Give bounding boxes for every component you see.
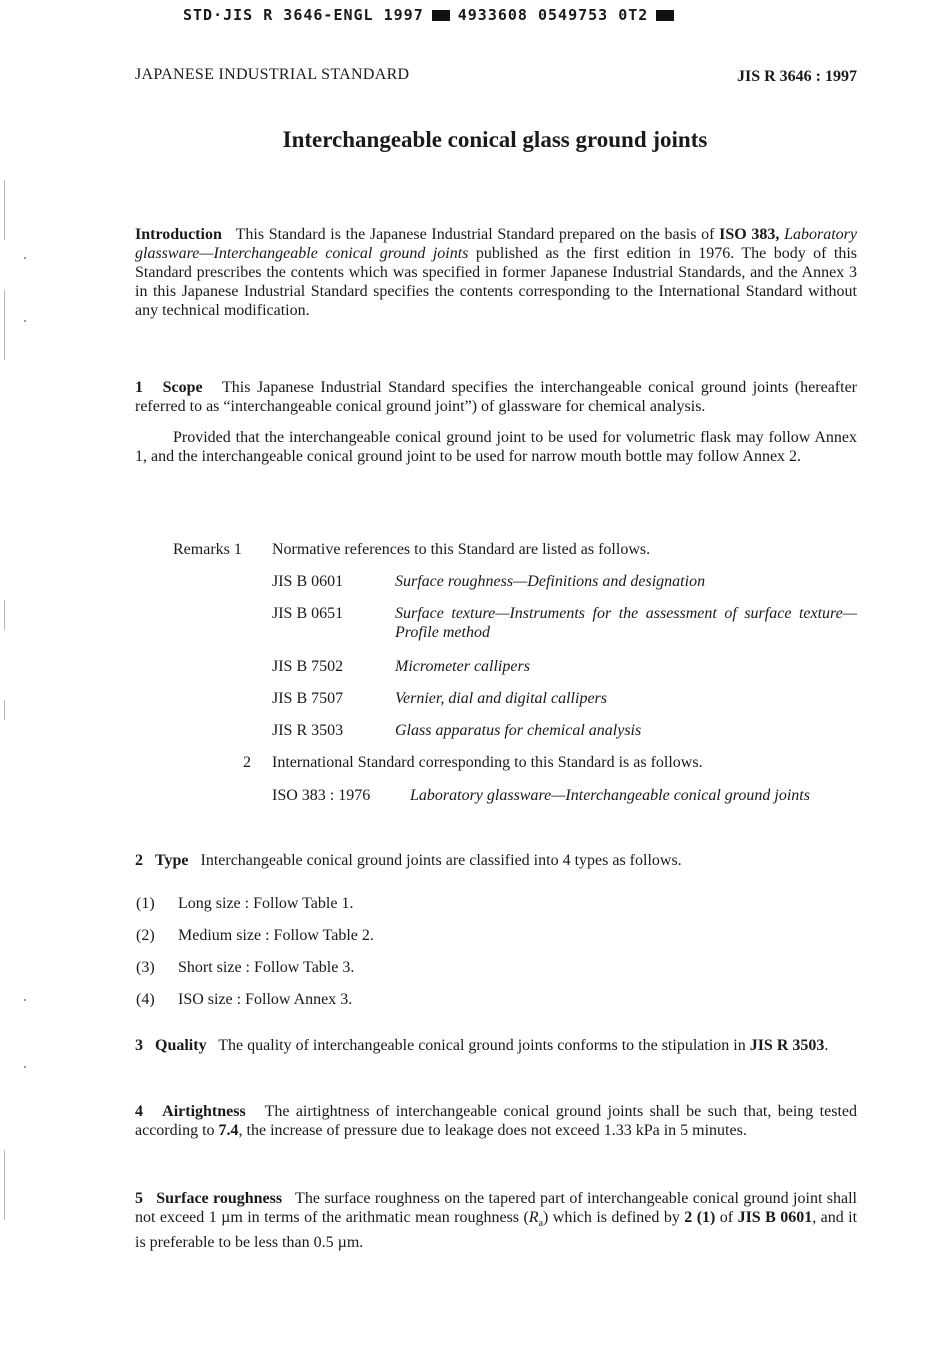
surface-heading: Surface roughness	[156, 1190, 283, 1207]
list-item-text: Long size : Follow Table 1.	[178, 895, 354, 912]
surface-text-4: , and it is preferable to be less than 0.5 µm.	[135, 1209, 858, 1252]
list-item-text: Medium size : Follow Table 2.	[178, 927, 374, 944]
airtightness-section	[135, 1102, 857, 1140]
scan-dot	[24, 257, 26, 259]
surface-number: 5	[135, 1190, 143, 1207]
introduction-text-1: This Standard is the Japanese Industrial Standard prepared on the basis of	[235, 226, 715, 243]
reference-code: JIS B 7507	[272, 690, 344, 707]
reference-title: Micrometer callipers	[395, 658, 530, 675]
header-standard-number: JIS R 3646 : 1997	[736, 68, 857, 85]
stamp-block	[656, 10, 674, 21]
stamp-code2: 0549753	[538, 6, 609, 24]
list-item	[136, 927, 374, 945]
scope-section	[135, 378, 857, 466]
reference-code: JIS B 0651	[272, 605, 344, 622]
reference-title: Vernier, dial and digital callipers	[395, 690, 607, 707]
iso-reference-code: ISO 383 : 1976	[272, 787, 371, 804]
stamp-block	[432, 10, 450, 21]
scope-text: This Japanese Industrial Standard specifies the interchangeable conical ground joints (hereafter referred to as “interchangeable conical ground joint”) of glassware for chemical analysis.	[135, 379, 858, 415]
stamp-code3: 0T2	[618, 6, 649, 24]
scan-dot	[24, 320, 26, 322]
scan-mark	[4, 1150, 5, 1220]
surface-ra-symbol: R	[528, 1209, 539, 1226]
reference-code: JIS R 3503	[272, 722, 344, 739]
list-item-number: (3)	[136, 959, 155, 976]
scan-mark	[4, 700, 5, 720]
surface-text-2: ) which is defined by	[543, 1209, 680, 1226]
iso-reference-title: Laboratory glassware—Interchangeable conical ground joints	[410, 787, 810, 804]
surface-text-1: The surface roughness on the tapered part of interchangeable conical ground joint shall not exceed 1 µm in terms of the arithmatic mean roughness (	[135, 1190, 858, 1226]
quality-heading: Quality	[155, 1037, 207, 1054]
quality-text: The quality of interchangeable conical ground joints conforms to the stipulation in	[218, 1037, 746, 1054]
quality-number: 3	[135, 1037, 143, 1054]
reference-title: Glass apparatus for chemical analysis	[395, 722, 642, 739]
scan-mark	[4, 180, 5, 240]
document-title: Interchangeable conical glass ground joints	[282, 127, 708, 152]
type-heading: Type	[155, 852, 189, 869]
remarks-label: Remarks 1	[173, 541, 242, 558]
introduction-heading: Introduction	[135, 226, 222, 243]
reference-title: Surface roughness—Definitions and designation	[395, 573, 706, 590]
surface-ref-2: JIS B 0601	[737, 1209, 813, 1226]
scan-stamp	[183, 6, 682, 24]
list-item	[136, 959, 354, 977]
quality-ref: JIS R 3503	[749, 1037, 825, 1054]
introduction-iso-title: Laboratory glassware—Interchangeable conical ground joints	[135, 226, 858, 262]
surface-text-3: of	[719, 1209, 734, 1226]
list-item	[136, 991, 352, 1009]
airtightness-ref: 7.4	[218, 1122, 239, 1139]
scope-paragraph-2: Provided that the interchangeable conical ground joint to be used for volumetric flask may follow Annex 1, and the interchangeable conical ground joint to be used for narrow mouth bottle may follow Annex 2.	[135, 429, 857, 465]
scan-mark	[4, 600, 5, 630]
scope-number: 1	[135, 379, 143, 396]
list-item-number: (2)	[136, 927, 155, 944]
introduction-text-2: published as the first edition in 1976. The body of this Standard prescribes the contents which was specified in former Japanese Industrial Standards, and the Annex 3 in this Japanese Industrial Standard specifies the contents corresponding to the International Standard without any technical modification.	[135, 245, 858, 319]
surface-ref-1: 2 (1)	[684, 1209, 716, 1226]
remarks-2-text: International Standard corresponding to this Standard is as follows.	[272, 754, 703, 771]
remarks-2-number: 2	[243, 754, 251, 771]
remarks-1-text: Normative references to this Standard are listed as follows.	[272, 541, 651, 558]
list-item-number: (4)	[136, 991, 155, 1008]
list-item-text: ISO size : Follow Annex 3.	[178, 991, 353, 1008]
reference-title: Surface texture—Instruments for the assessment of surface texture—Profile method	[395, 605, 857, 641]
scan-dot	[24, 1066, 26, 1068]
airtightness-text: The airtightness of interchangeable conical ground joints shall be such that, being tested according to	[135, 1103, 857, 1139]
quality-section	[135, 1036, 857, 1055]
type-section	[135, 851, 857, 870]
reference-code: JIS B 7502	[272, 658, 344, 675]
type-number: 2	[135, 852, 143, 869]
surface-ra-subscript: a	[538, 1218, 544, 1230]
header-standard-name: JAPANESE INDUSTRIAL STANDARD	[135, 66, 410, 83]
scope-heading: Scope	[162, 379, 203, 396]
airtightness-text-end: , the increase of pressure due to leakage does not exceed 1.33 kPa in 5 minutes.	[238, 1122, 747, 1139]
list-item-text: Short size : Follow Table 3.	[178, 959, 355, 976]
list-item	[136, 895, 353, 913]
reference-code: JIS B 0601	[272, 573, 344, 590]
airtightness-number: 4	[135, 1103, 143, 1120]
stamp-code1: 4933608	[457, 6, 528, 24]
introduction-iso-ref: ISO 383,	[719, 226, 780, 243]
type-text: Interchangeable conical ground joints are classified into 4 types as follows.	[200, 852, 682, 869]
airtightness-heading: Airtightness	[162, 1103, 246, 1120]
scan-mark	[4, 290, 5, 360]
surface-roughness-section	[135, 1189, 857, 1252]
scan-dot	[24, 999, 26, 1001]
list-item-number: (1)	[136, 895, 155, 912]
introduction-paragraph	[135, 225, 857, 320]
quality-text-end: .	[824, 1037, 829, 1054]
stamp-left: STD·JIS R 3646-ENGL 1997	[183, 6, 424, 24]
